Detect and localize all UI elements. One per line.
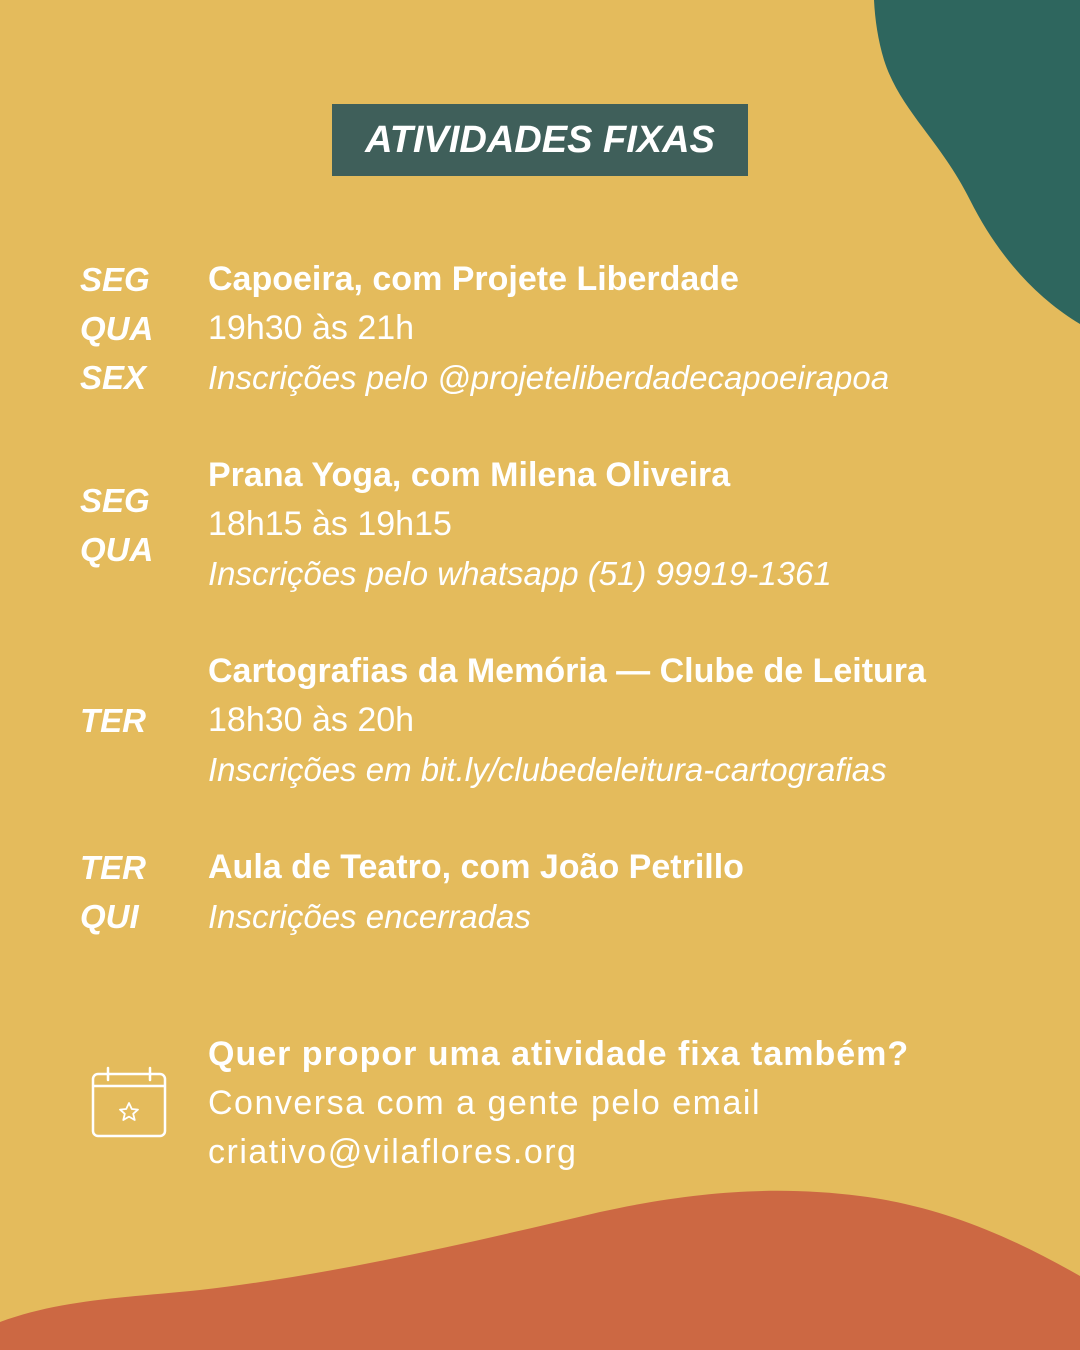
page-title: ATIVIDADES FIXAS — [365, 118, 715, 161]
activity-name: Aula de Teatro, com João Petrillo — [208, 848, 744, 886]
activity-signup: Inscrições pelo @projeteliberdadecapoeirapoa — [208, 359, 890, 396]
activity-time: 18h30 às 20h — [208, 701, 415, 739]
activity-time: 18h15 às 19h15 — [208, 505, 452, 543]
activity-days — [80, 843, 190, 941]
day-label: SEG — [80, 261, 150, 298]
activity-name: Capoeira, com Projete Liberdade — [208, 260, 739, 298]
day-label: SEX — [80, 359, 147, 396]
activity-info — [208, 647, 1058, 794]
proposal-callout — [208, 1030, 1058, 1177]
activity-days — [80, 451, 190, 598]
contact-email[interactable]: criativo@vilaflores.org — [208, 1133, 578, 1171]
activity-signup: Inscrições pelo whatsapp (51) 99919-1361 — [208, 555, 832, 592]
activity-info — [208, 451, 1058, 598]
activity-info — [208, 255, 1058, 402]
day-label: SEG — [80, 481, 150, 519]
calendar-star-icon — [90, 1066, 168, 1140]
activity-name: Prana Yoga, com Milena Oliveira — [208, 456, 731, 494]
activity-time: 19h30 às 21h — [208, 309, 415, 347]
day-label: QUI — [80, 898, 139, 935]
activity-signup: Inscrições encerradas — [208, 898, 531, 935]
activity-days — [80, 255, 190, 402]
title-banner — [332, 104, 748, 176]
day-label: TER — [80, 702, 146, 739]
bottom-wave — [0, 1191, 1080, 1350]
cta-text: Conversa com a gente pelo email — [208, 1084, 761, 1122]
cta-question: Quer propor uma atividade fixa também? — [208, 1035, 910, 1073]
day-label: QUA — [80, 530, 154, 568]
activity-info — [208, 843, 1058, 941]
activity-days — [80, 647, 190, 794]
activity-signup: Inscrições em bit.ly/clubedeleitura-cartografias — [208, 751, 887, 788]
day-label: QUA — [80, 310, 154, 347]
activity-name: Cartografias da Memória — Clube de Leitura — [208, 652, 926, 690]
day-label: TER — [80, 849, 146, 886]
